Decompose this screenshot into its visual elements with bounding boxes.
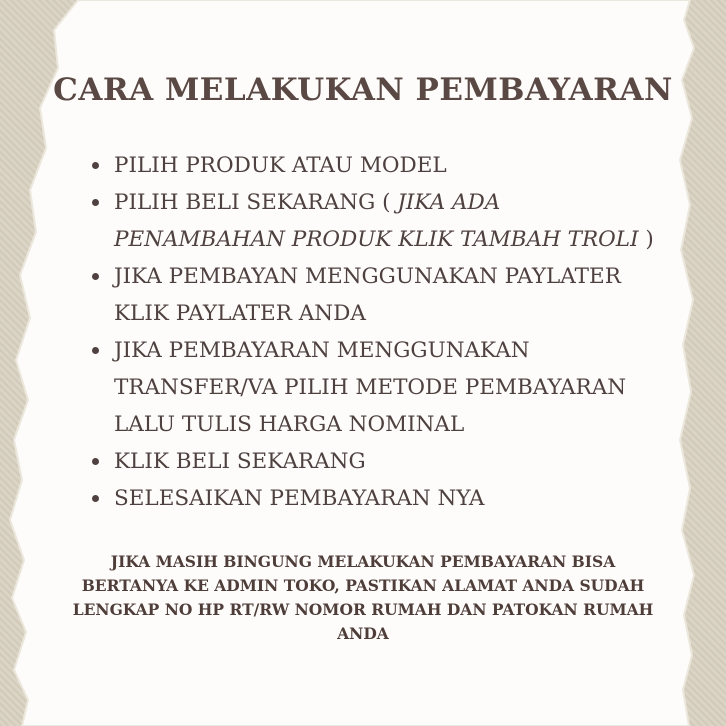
- list-item: PILIH BELI SEKARANG ( JIKA ADA PENAMBAHAN PRODUK KLIK TAMBAH TROLI ): [90, 184, 670, 258]
- list-item: SELESAIKAN PEMBAYARAN NYA: [90, 480, 670, 517]
- list-item: PILIH PRODUK ATAU MODEL: [90, 147, 670, 184]
- steps-list: [90, 147, 670, 517]
- list-item: JIKA PEMBAYAN MENGGUNAKAN PAYLATER KLIK PAYLATER ANDA: [90, 258, 670, 332]
- page-title: CARA MELAKUKAN PEMBAYARAN: [53, 72, 673, 108]
- list-item: JIKA PEMBAYARAN MENGGUNAKAN TRANSFER/VA PILIH METODE PEMBAYARAN LALU TULIS HARGA NOMINAL: [90, 332, 670, 443]
- footer-note: JIKA MASIH BINGUNG MELAKUKAN PEMBAYARAN BISA BERTANYA KE ADMIN TOKO, PASTIKAN ALAMAT ANDA SUDAH LENGKAP NO HP RT/RW NOMOR RUMAH DAN PATOKAN RUMAH ANDA: [72, 552, 654, 643]
- list-item: KLIK BELI SEKARANG: [90, 443, 670, 480]
- italic-note: JIKA ADA PENAMBAHAN PRODUK KLIK TAMBAH TROLI: [114, 190, 639, 252]
